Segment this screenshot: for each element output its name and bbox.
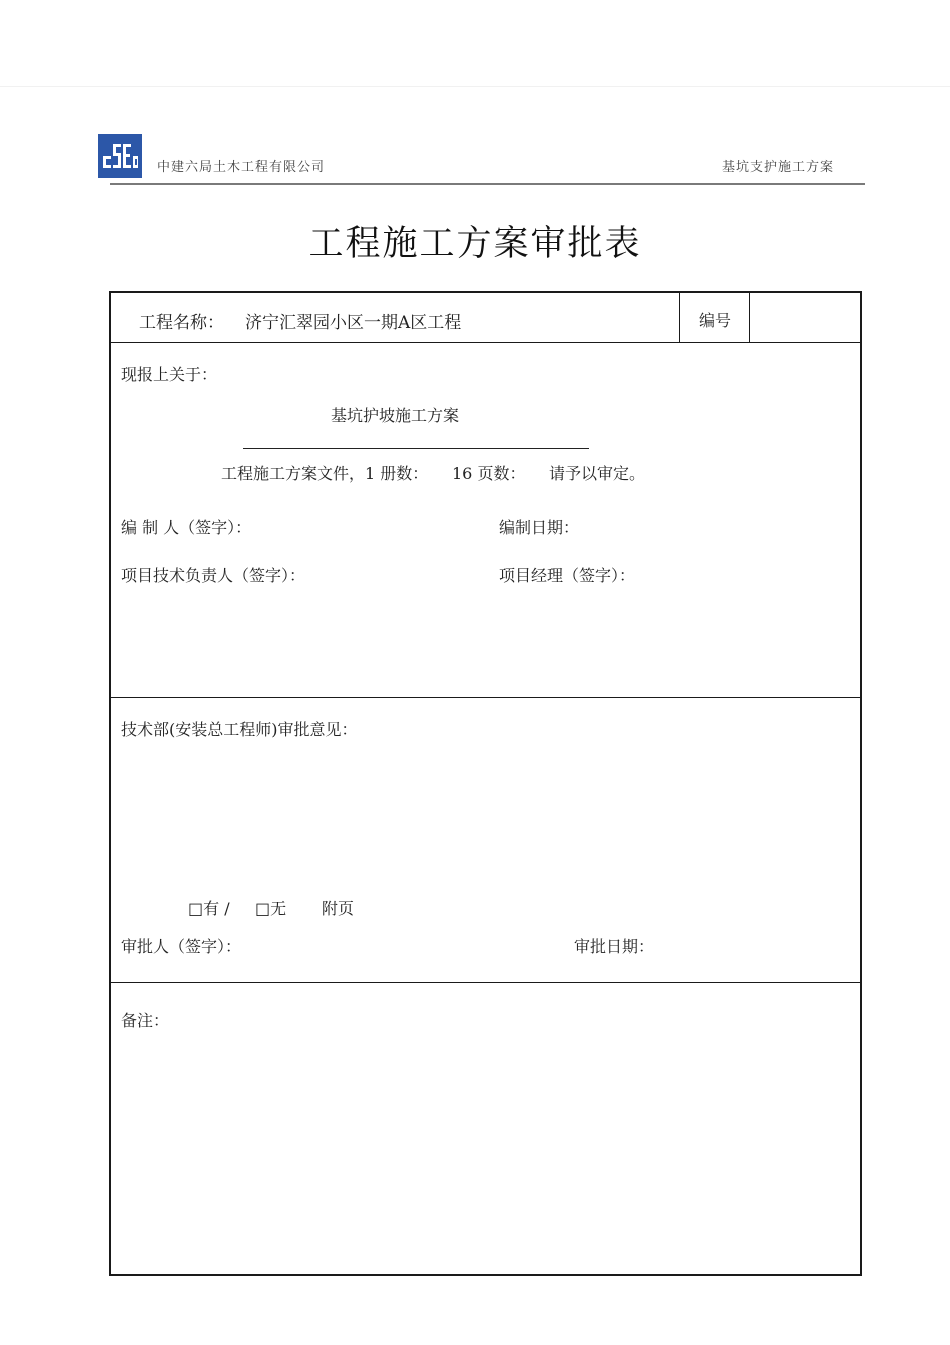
row-divider [111, 697, 860, 698]
header-divider [110, 183, 865, 185]
project-name-value: 济宁汇翠园小区一期A区工程 [245, 313, 462, 333]
compiler-signature-label: 编 制 人（签字）： [121, 518, 252, 537]
approver-signature-label: 审批人（签字）： [121, 937, 242, 956]
plan-name: 基坑护坡施工方案 [331, 406, 460, 425]
number-label: 编号 [699, 311, 732, 330]
column-divider [749, 293, 750, 342]
attachment-yes-checkbox[interactable]: □有 / [188, 899, 230, 918]
plan-name-underline [243, 448, 589, 449]
company-name: 中建六局土木工程有限公司 [157, 160, 326, 175]
column-divider [679, 293, 680, 342]
project-name-label: 工程名称： [139, 313, 224, 333]
submit-intro: 现报上关于： [121, 365, 218, 384]
document-category: 基坑支护施工方案 [721, 160, 834, 175]
page-top-band [0, 0, 950, 87]
file-count-text: 工程施工方案文件，1 册数： [221, 464, 429, 483]
page-count-text: 16 页数： [452, 464, 526, 483]
compile-date-label: 编制日期： [499, 518, 580, 537]
page-title: 工程施工方案审批表 [308, 224, 642, 264]
review-request-text: 请予以审定。 [549, 464, 646, 483]
project-manager-signature-label: 项目经理（签字）： [499, 566, 636, 585]
approve-date-label: 审批日期： [574, 937, 655, 956]
row-divider [111, 342, 860, 343]
approval-form [109, 291, 862, 1276]
attachment-label: 附页 [322, 899, 355, 918]
tech-lead-signature-label: 项目技术负责人（签字）： [121, 566, 306, 585]
company-logo [98, 134, 142, 178]
tech-dept-opinion-label: 技术部(安装总工程师)审批意见： [121, 720, 358, 739]
row-divider [111, 982, 860, 983]
attachment-no-checkbox[interactable]: □无 [255, 899, 287, 918]
remarks-label: 备注： [121, 1011, 170, 1030]
